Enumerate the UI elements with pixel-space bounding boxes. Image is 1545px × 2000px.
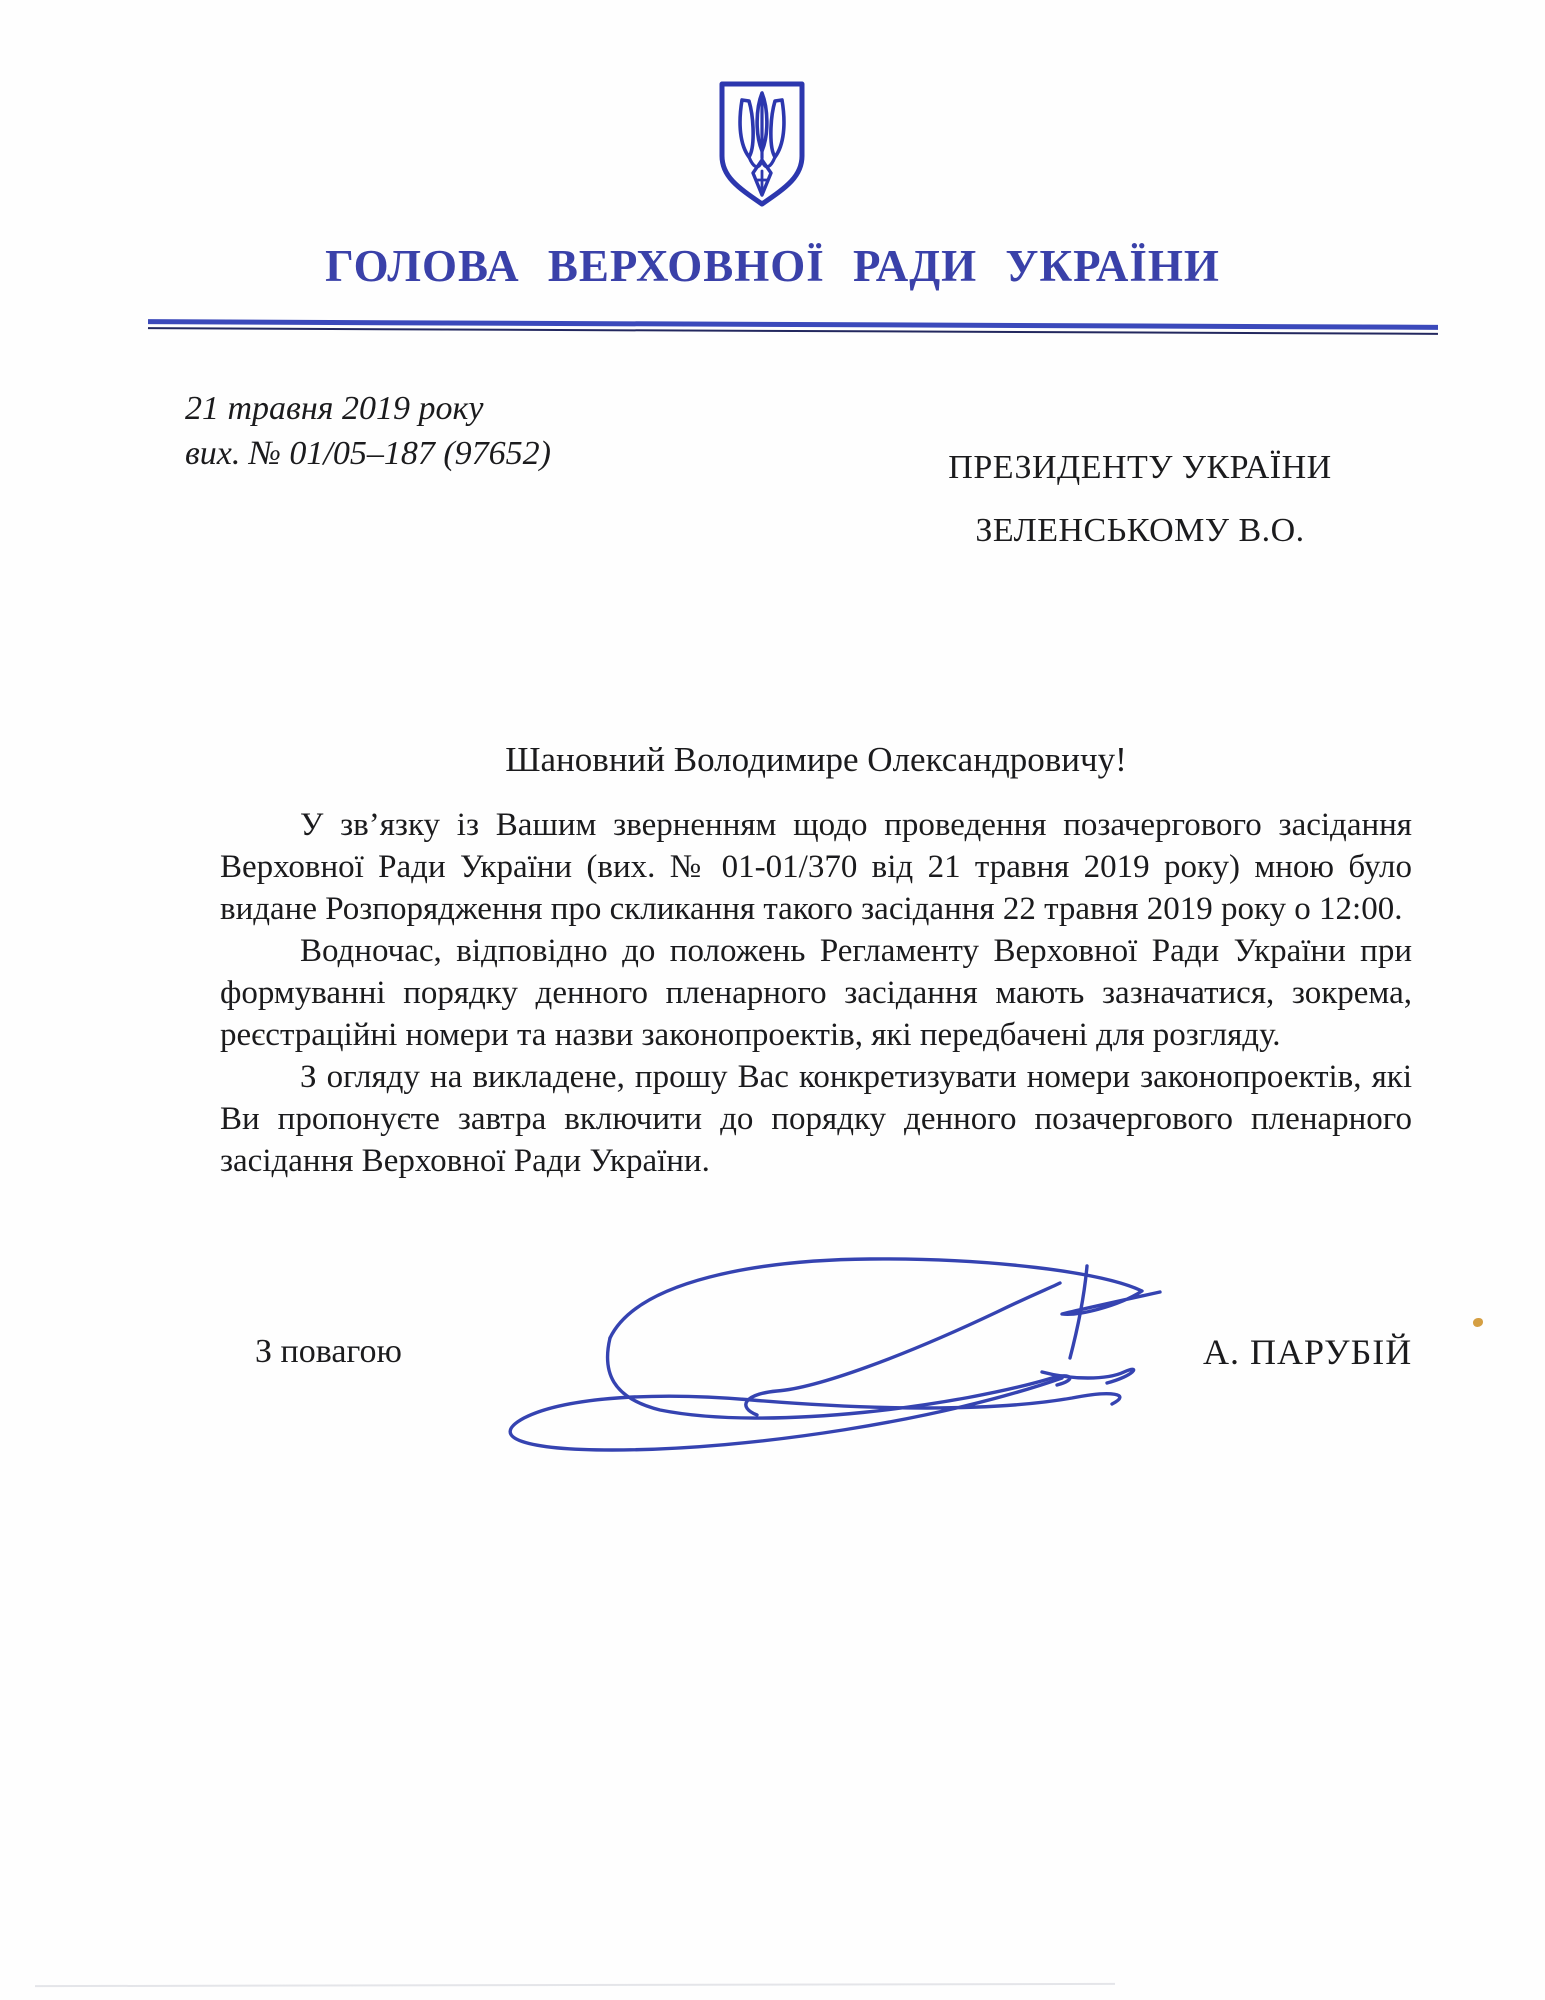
handwritten-signature [470,1250,1250,1465]
reference-block [185,386,551,476]
scan-artifact-spot [1473,1318,1483,1327]
addressee-line-2: ЗЕЛЕНСЬКОМУ В.О. [975,512,1305,549]
body-paragraph: Водночас, відповідно до положень Регламенту Верховної Ради України при формуванні порядку денного пленарного засідання мають зазначатися, зокрема, реєстраційні номери та назви законопроектів, які передбачені для розгляду. [220,933,1412,1053]
date-line: 21 травня 2019 року [185,390,484,427]
scan-artifact-line [35,1983,1115,1987]
body-paragraph: У зв’язку із Вашим зверненням щодо проведення позачергового засідання Верховної Ради України (вих. № 01-01/370 від 21 травня 2019 року) мною було видане Розпорядження про скликання такого засідання 22 травня 2019 року о 12:00. [220,807,1412,927]
outgoing-number-line: вих. № 01/05–187 (97652) [185,435,551,472]
letter-body [220,804,1412,1182]
addressee-line-1: ПРЕЗИДЕНТУ УКРАЇНИ [948,449,1332,486]
signatory-name: А. ПАРУБІЙ [1203,1332,1413,1372]
header-rule [148,319,1438,335]
page-title: ГОЛОВА ВЕРХОВНОЇ РАДИ УКРАЇНИ [325,241,1220,291]
addressee-block [945,436,1335,562]
body-paragraph: З огляду на викладене, прошу Вас конкретизувати номери законопроектів, які Ви пропонуєте завтра включити до порядку денного позачергового пленарного засідання Верховної Ради України. [220,1059,1412,1179]
salutation: Шановний Володимире Олександровичу! [505,740,1127,779]
ukraine-trident-emblem-icon [712,78,812,210]
closing-phrase: З повагою [255,1333,402,1370]
